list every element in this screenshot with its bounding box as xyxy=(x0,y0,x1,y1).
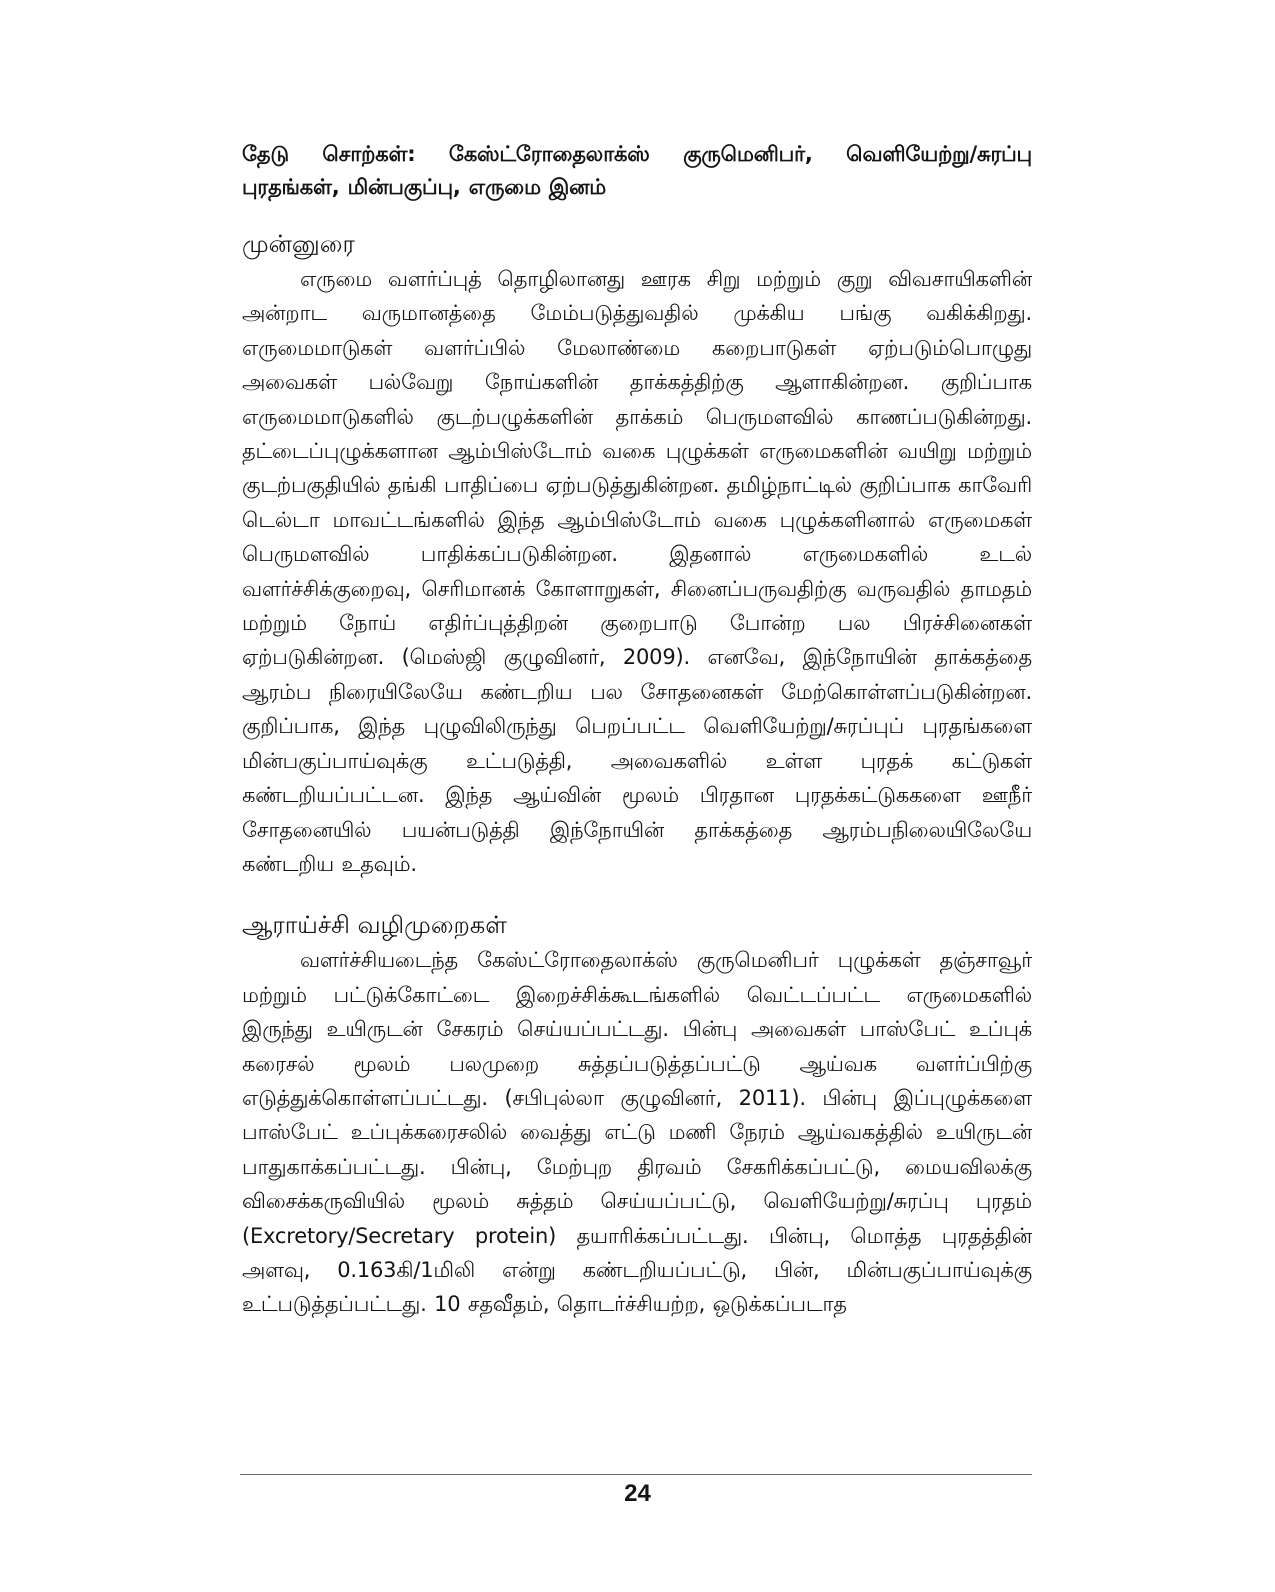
methods-heading: ஆராய்ச்சி வழிமுறைகள் xyxy=(242,911,507,940)
keywords-line: தேடு சொற்கள்: கேஸ்ட்ரோதைலாக்ஸ் குருமெனிபர், வெளியேற்று/சுரப்பு புரதங்கள், மின்பகுப்பு, எருமை இனம் xyxy=(242,142,1032,199)
methods-paragraph: வளர்ச்சியடைந்த கேஸ்ட்ரோதைலாக்ஸ் குருமெனிபர் புழுக்கள் தஞ்சாவூர் மற்றும் பட்டுக்கோட்டை இறைச்சிக்கூடங்களில் வெட்டப்பட்ட எருமைகளில் இருந்து உயிருடன் சேகரம் செய்யப்பட்டது. பின்பு அவைகள் பாஸ்பேட் உப்புக் கரைசல் மூலம் பலமுறை சுத்தப்படுத்தப்பட்டு ஆய்வக வளர்ப்பிற்கு எடுத்துக்கொள்ளப்பட்டது. (சபிபுல்லா குழுவினர், 2011). பின்பு இப்புழுக்களை பாஸ்பேட் உப்புக்கரைசலில் வைத்து எட்டு மணி நேரம் ஆய்வகத்தில் உயிருடன் பாதுகாக்கப்பட்டது. பின்பு, மேற்புற திரவம் சேகரிக்கப்பட்டு, மையவிலக்கு விசைக்கருவியில் மூலம் சுத்தம் செய்யப்பட்டு, வெளியேற்று/சுரப்பு புரதம் (Excretory/Secretary protein) தயாரிக்கப்பட்டது. பின்பு, மொத்த புரதத்தின் அளவு, 0.163கி/1மிலி என்று கண்டறியப்பட்டு, பின், மின்பகுப்பாய்வுக்கு உட்படுத்தப்பட்டது. 10 சதவீதம், தொடர்ச்சியற்ற, ஒடுக்கப்படாத xyxy=(242,948,1032,1317)
page-number: 24 xyxy=(624,1480,651,1507)
footer-divider xyxy=(240,1474,1032,1475)
introduction-paragraph: எருமை வளர்ப்புத் தொழிலானது ஊரக சிறு மற்றும் குறு விவசாயிகளின் அன்றாட வருமானத்தை மேம்படுத்துவதில் முக்கிய பங்கு வகிக்கிறது. எருமைமாடுகள் வளர்ப்பில் மேலாண்மை கறைபாடுகள் ஏற்படும்பொழுது அவைகள் பல்வேறு நோய்களின் தாக்கத்திற்கு ஆளாகின்றன. குறிப்பாக எருமைமாடுகளில் குடற்பழுக்களின் தாக்கம் பெருமளவில் காணப்படுகின்றது. தட்டைப்புழுக்களான ஆம்பிஸ்டோம் வகை புழுக்கள் எருமைகளின் வயிறு மற்றும் குடற்பகுதியில் தங்கி பாதிப்பை ஏற்படுத்துகின்றன. தமிழ்நாட்டில் குறிப்பாக காவேரி டெல்டா மாவட்டங்களில் இந்த ஆம்பிஸ்டோம் வகை புழுக்களினால் எருமைகள் பெருமளவில் பாதிக்கப்படுகின்றன. இதனால் எருமைகளில் உடல் வளர்ச்சிக்குறைவு, செரிமானக் கோளாறுகள், சினைப்பருவதிற்கு வருவதில் தாமதம் மற்றும் நோய் எதிர்ப்புத்திறன் குறைபாடு போன்ற பல பிரச்சினைகள் ஏற்படுகின்றன. (மெஸ்ஜி குழுவினர், 2009). எனவே, இந்நோயின் தாக்கத்தை ஆரம்ப நிரையிலேயே கண்டறிய பல சோதனைகள் மேற்கொள்ளப்படுகின்றன. குறிப்பாக, இந்த புழுவிலிருந்து பெறப்பட்ட வெளியேற்று/சுரப்புப் புரதங்களை மின்பகுப்பாய்வுக்கு உட்படுத்தி, அவைகளில் உள்ள புரதக் கட்டுகள் கண்டறியப்பட்டன. இந்த ஆய்வின் மூலம் பிரதான புரதக்கட்டுககளை ஊநீர் சோதனையில் பயன்படுத்தி இந்நோயின் தாக்கத்தை ஆரம்பநிலையிலேயே கண்டறிய உதவும். xyxy=(242,267,1032,876)
page-content xyxy=(242,138,1032,1322)
introduction-heading: முன்னுரை xyxy=(242,230,355,258)
